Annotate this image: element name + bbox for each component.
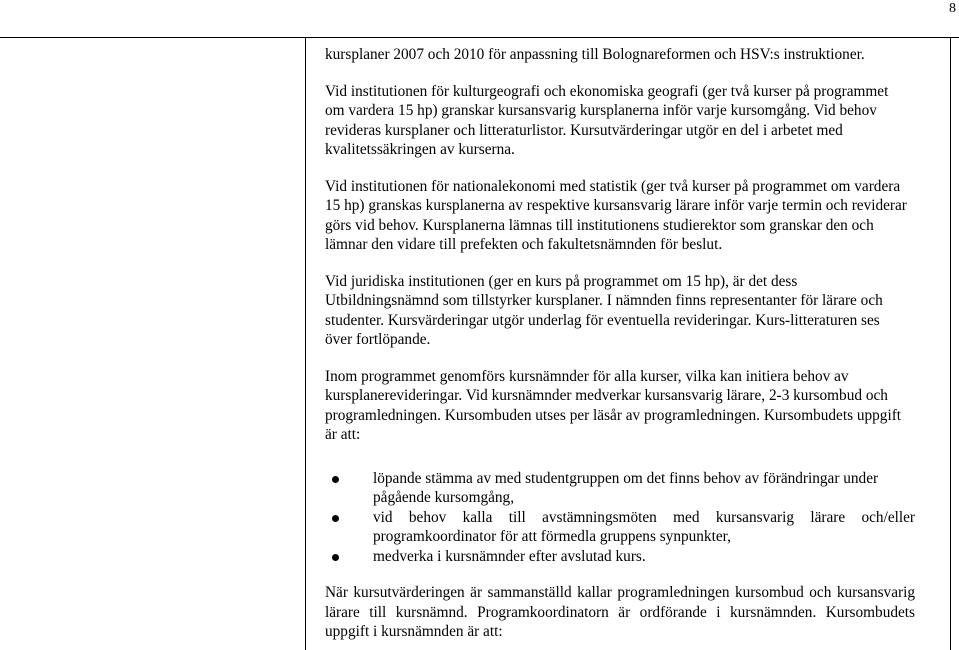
paragraph-6: När kursutvärderingen är sammanställd kallar programledningen kursombud och kursansvarig lärare till kursnämnd. Programkoordinatorn är ordförande i kursnämnden. Kursombudets uppgift i kursnämnden är att: [325,584,915,640]
bullet-item [325,469,915,508]
paragraph-1: kursplaner 2007 och 2010 för anpassning till Bolognareformen och HSV:s instruktioner. [325,46,865,63]
paragraph-5: Inom programmet genomförs kursnämnder för alla kurser, vilka kan initiera behov av kursplanerevideringar. Vid kursnämnder medverkar kursansvarig lärare, 2-3 kursombud och programledningen. Kursombuden utses per läsår av programledningen. Kursombudets uppgift är att: [325,367,902,443]
bullet-icon [332,554,339,561]
bullet-text: löpande stämma av med studentgruppen om det finns behov av förändringar under pågående kursomgång, [373,469,879,506]
page-number: 8 [949,1,956,16]
table-left-column [0,37,306,650]
paragraph-4: Vid juridiska institutionen (ger en kurs på programmet om 15 hp), är det dess Utbildningsnämnd som tillstyrker kursplaner. I nämnden finns representanter för lärare och studenter. Kursvärderingar utgör underlag för eventuella revideringar. Kurs-litteraturen ses över fortlöpande. [325,272,883,348]
bullet-item [325,508,915,547]
paragraph-2: Vid institutionen för kulturgeografi och ekonomiska geografi (ger två kurser på programmet om vardera 15 hp) granskar kursansvarig kursplanerna inför varje kursomgång. Vid behov revideras kursplaner och litteraturlistor. Kursutvärderingar utgör en del i arbetet med kvalitetssäkringen av kurserna. [325,82,889,158]
bullet-text: medverka i kursnämnder efter avslutad kurs. [373,547,646,565]
table-cell-text [325,37,915,642]
bullet-list [325,469,915,567]
bullet-icon [332,476,339,483]
paragraph-3: Vid institutionen för nationalekonomi med statistik (ger två kurser på programmet om vardera 15 hp) granskas kursplanerna av respektive kursansvarig lärare inför varje termin och reviderar görs vid behov. Kursplanerna lämnas till institutionens studierektor som granskar den och lämnar den vidare till prefekten och fakultetsnämnden för beslut. [325,177,907,253]
bullet-text: vid behov kalla till avstämningsmöten med kursansvarig lärare och/eller programkoordinator för att förmedla gruppens synpunkter, [373,508,915,545]
bullet-item [325,547,915,567]
bullet-icon [332,515,339,522]
